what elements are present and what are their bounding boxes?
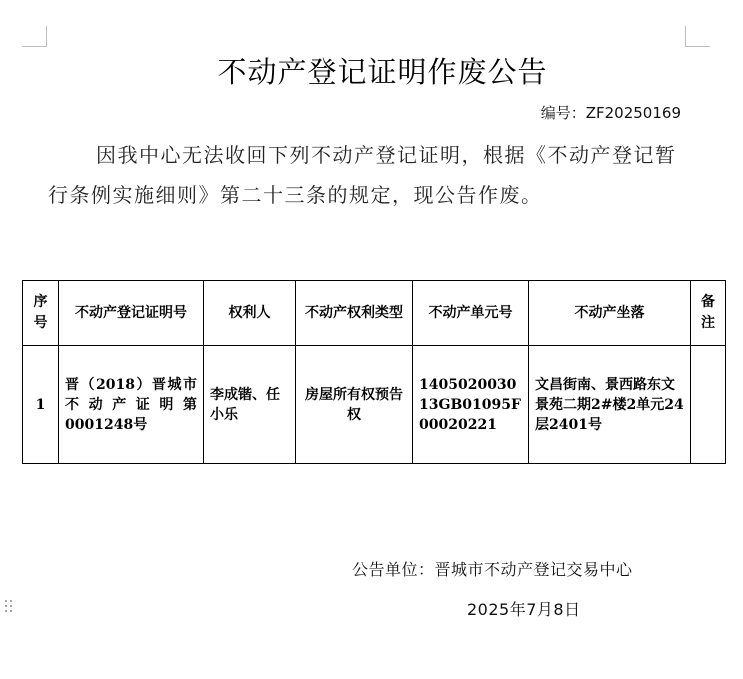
header-remark: 备注	[691, 281, 726, 346]
issuing-organization: 公告单位：晋城市不动产登记交易中心	[352, 560, 633, 579]
cell-remark	[691, 346, 726, 464]
announcement-paragraph: 因我中心无法收回下列不动产登记证明，根据《不动产登记暂行条例实施细则》第二十三条的规定，现公告作废。	[48, 143, 677, 207]
header-no: 序号	[23, 281, 59, 346]
cell-owner: 李成锴、任小乐	[204, 346, 296, 464]
cell-location: 文昌街南、景西路东文景苑二期2#楼2单元24层2401号	[529, 346, 691, 464]
page-corner-top-left	[22, 26, 47, 47]
header-right-type: 不动产权利类型	[296, 281, 413, 346]
header-location: 不动产坐落	[529, 281, 691, 346]
cell-right-type: 房屋所有权预告权	[296, 346, 413, 464]
header-certificate-no: 不动产登记证明号	[59, 281, 204, 346]
serial-number: 编号：ZF20250169	[540, 104, 681, 122]
drag-handle-icon[interactable]	[5, 600, 15, 616]
cell-certificate-no: 晋（2018）晋城市不动产证明第0001248号	[59, 346, 204, 464]
cell-unit-no: 140502003013GB01095F00020221	[413, 346, 529, 464]
document-title: 不动产登记证明作废公告	[217, 55, 548, 89]
header-unit-no: 不动产单元号	[413, 281, 529, 346]
cell-no: 1	[23, 346, 59, 464]
table-row	[23, 346, 726, 464]
table-header-row	[23, 281, 726, 346]
issue-date: 2025年7月8日	[467, 600, 581, 619]
page-corner-top-right	[685, 26, 710, 47]
header-owner: 权利人	[204, 281, 296, 346]
certificate-table	[22, 280, 726, 464]
